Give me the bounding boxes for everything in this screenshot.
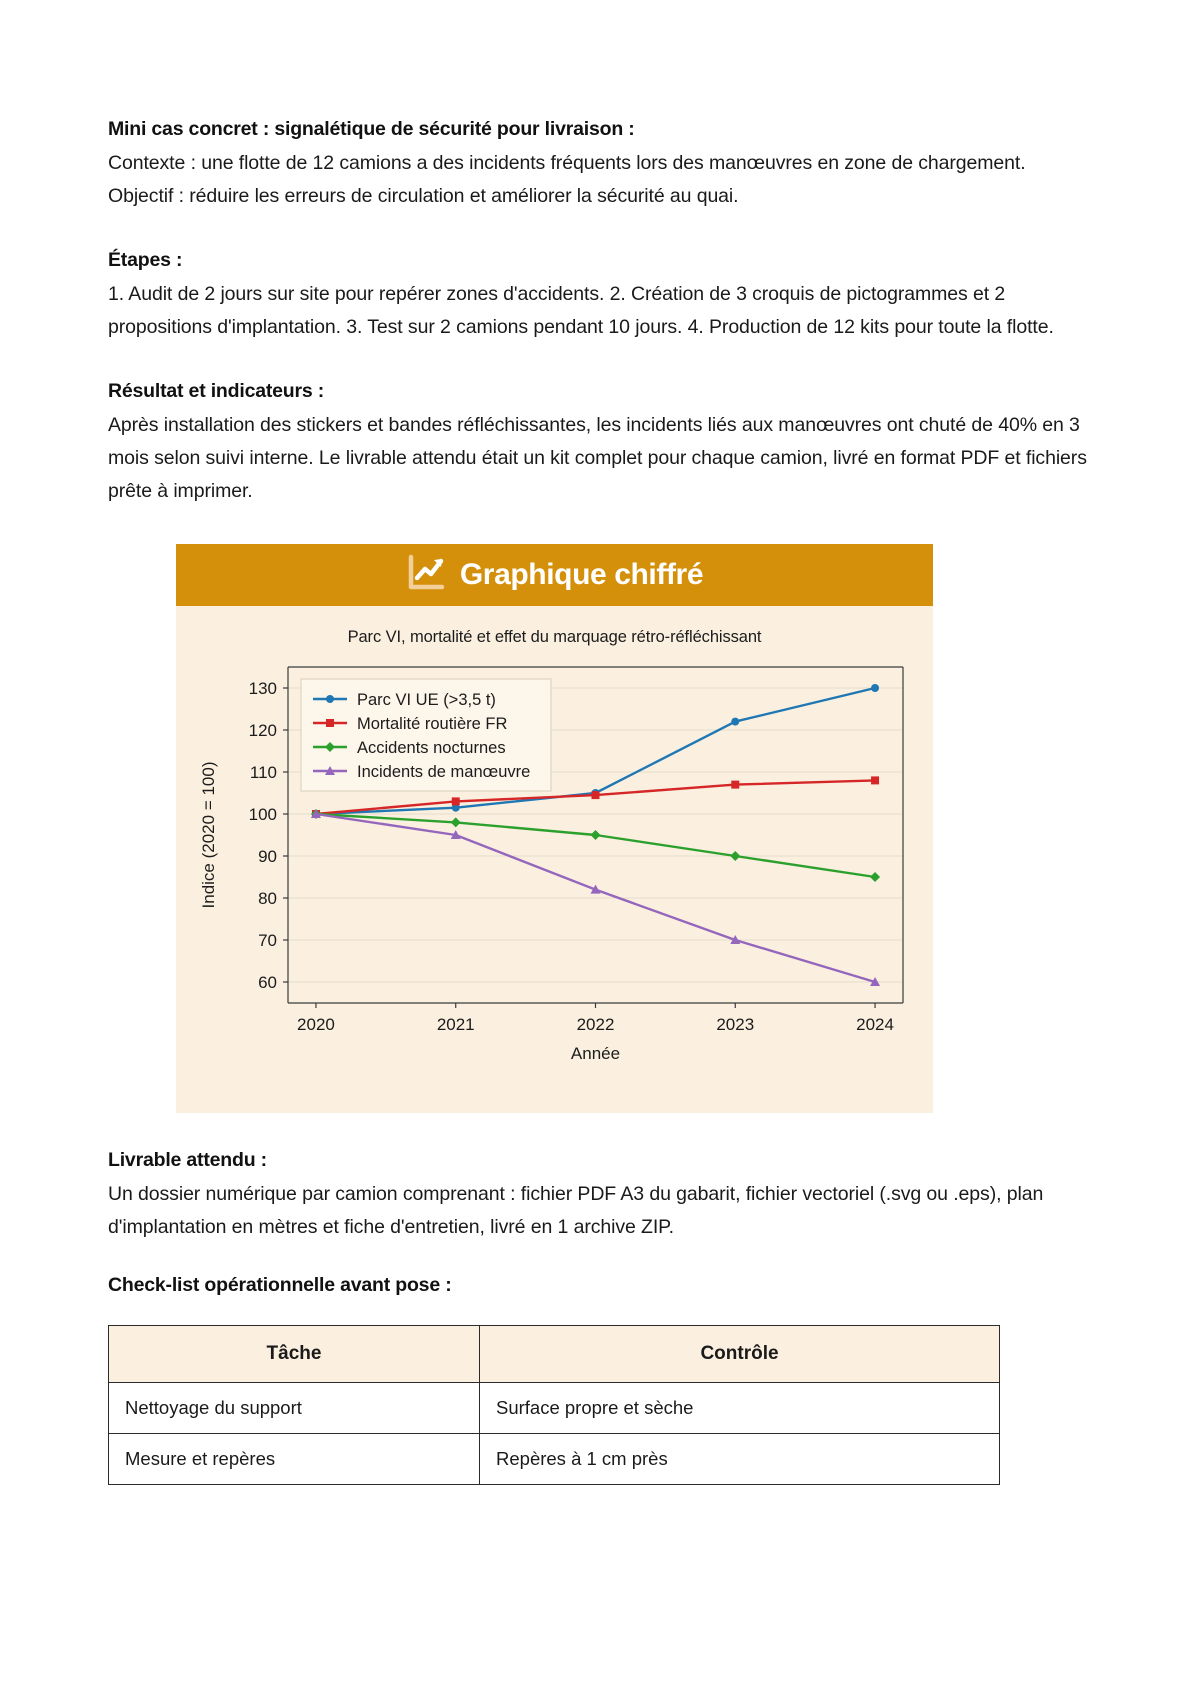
table-cell: Repères à 1 cm près [480,1434,1000,1485]
section-heading: Résultat et indicateurs : [108,380,325,402]
checklist-table [108,1325,1000,1485]
table-cell: Surface propre et sèche [480,1383,1000,1434]
svg-text:60: 60 [258,973,277,992]
chart-card [176,544,933,1113]
section-body: Contexte : une flotte de 12 camions a des incidents fréquents lors des manœuvres en zone de chargement. Objectif : réduire les erreurs de circulation et améliorer la sécurité au quai. [108,152,1026,207]
table-cell: Mesure et repères [109,1434,480,1485]
chart-title: Parc VI, mortalité et effet du marquage rétro-réfléchissant [347,628,762,646]
svg-text:2024: 2024 [856,1015,894,1034]
table-header-cell: Tâche [109,1326,480,1383]
chart-body [176,606,933,1113]
table-row [109,1383,1000,1434]
chart-plot [176,657,933,1087]
chart-banner-title: Graphique chiffré [459,558,704,591]
chart-banner [176,544,933,606]
svg-text:130: 130 [248,679,277,698]
table-cell: Nettoyage du support [109,1383,480,1434]
section-heading: Livrable attendu : [108,1149,267,1171]
svg-text:Indice (2020 = 100): Indice (2020 = 100) [199,761,218,909]
section-body: Après installation des stickers et bandes réfléchissantes, les incidents liés aux manœuvres ont chuté de 40% en 3 mois selon suivi interne. Le livrable attendu était un kit complet pour chaque camion, livré en format PDF et fichiers prête à imprimer. [108,414,1087,502]
svg-text:2023: 2023 [716,1015,755,1034]
svg-text:Mortalité routière FR: Mortalité routière FR [357,715,508,733]
svg-text:Accidents nocturnes: Accidents nocturnes [357,739,506,757]
section-check-list [108,1274,1092,1485]
section-mini-cas-concret [108,118,1092,213]
svg-text:90: 90 [258,847,277,866]
svg-text:110: 110 [249,763,277,782]
svg-text:80: 80 [258,889,277,908]
chart-svg [176,657,933,1077]
svg-text:120: 120 [248,721,277,740]
section-livrable-attendu [108,1149,1092,1244]
table-header-cell: Contrôle [480,1326,1000,1383]
spacer [108,1113,1092,1149]
spacer [108,344,1092,380]
svg-text:2021: 2021 [436,1015,475,1034]
spacer [108,1244,1092,1274]
spacer [108,213,1092,249]
svg-text:100: 100 [248,805,277,824]
section-heading: Étapes : [108,249,183,271]
section-body: 1. Audit de 2 jours sur site pour repérer zones d'accidents. 2. Création de 3 croquis de pictogrammes et 2 propositions d'implantation. 3. Test sur 2 camions pendant 10 jours. 4. Production de 12 kits pour toute la flotte. [108,283,1054,338]
svg-text:Incidents de manœuvre: Incidents de manœuvre [357,763,531,781]
table-header-row [109,1326,1000,1383]
section-heading: Check-list opérationnelle avant pose : [108,1274,452,1296]
svg-text:70: 70 [258,931,277,950]
svg-text:Année: Année [570,1044,621,1063]
section-etapes [108,249,1092,344]
section-heading: Mini cas concret : signalétique de sécurité pour livraison : [108,118,635,140]
section-body: Un dossier numérique par camion comprenant : fichier PDF A3 du gabarit, fichier vectoriel (.svg ou .eps), plan d'implantation en mètres et fiche d'entretien, livré en 1 archive ZIP. [108,1183,1044,1238]
table-row [109,1434,1000,1485]
svg-text:Parc VI UE (>3,5 t): Parc VI UE (>3,5 t) [357,691,496,709]
svg-text:2020: 2020 [297,1015,335,1034]
svg-text:2022: 2022 [576,1015,615,1034]
section-resultat-et-indicateurs [108,380,1092,508]
line-chart-icon [406,554,446,597]
